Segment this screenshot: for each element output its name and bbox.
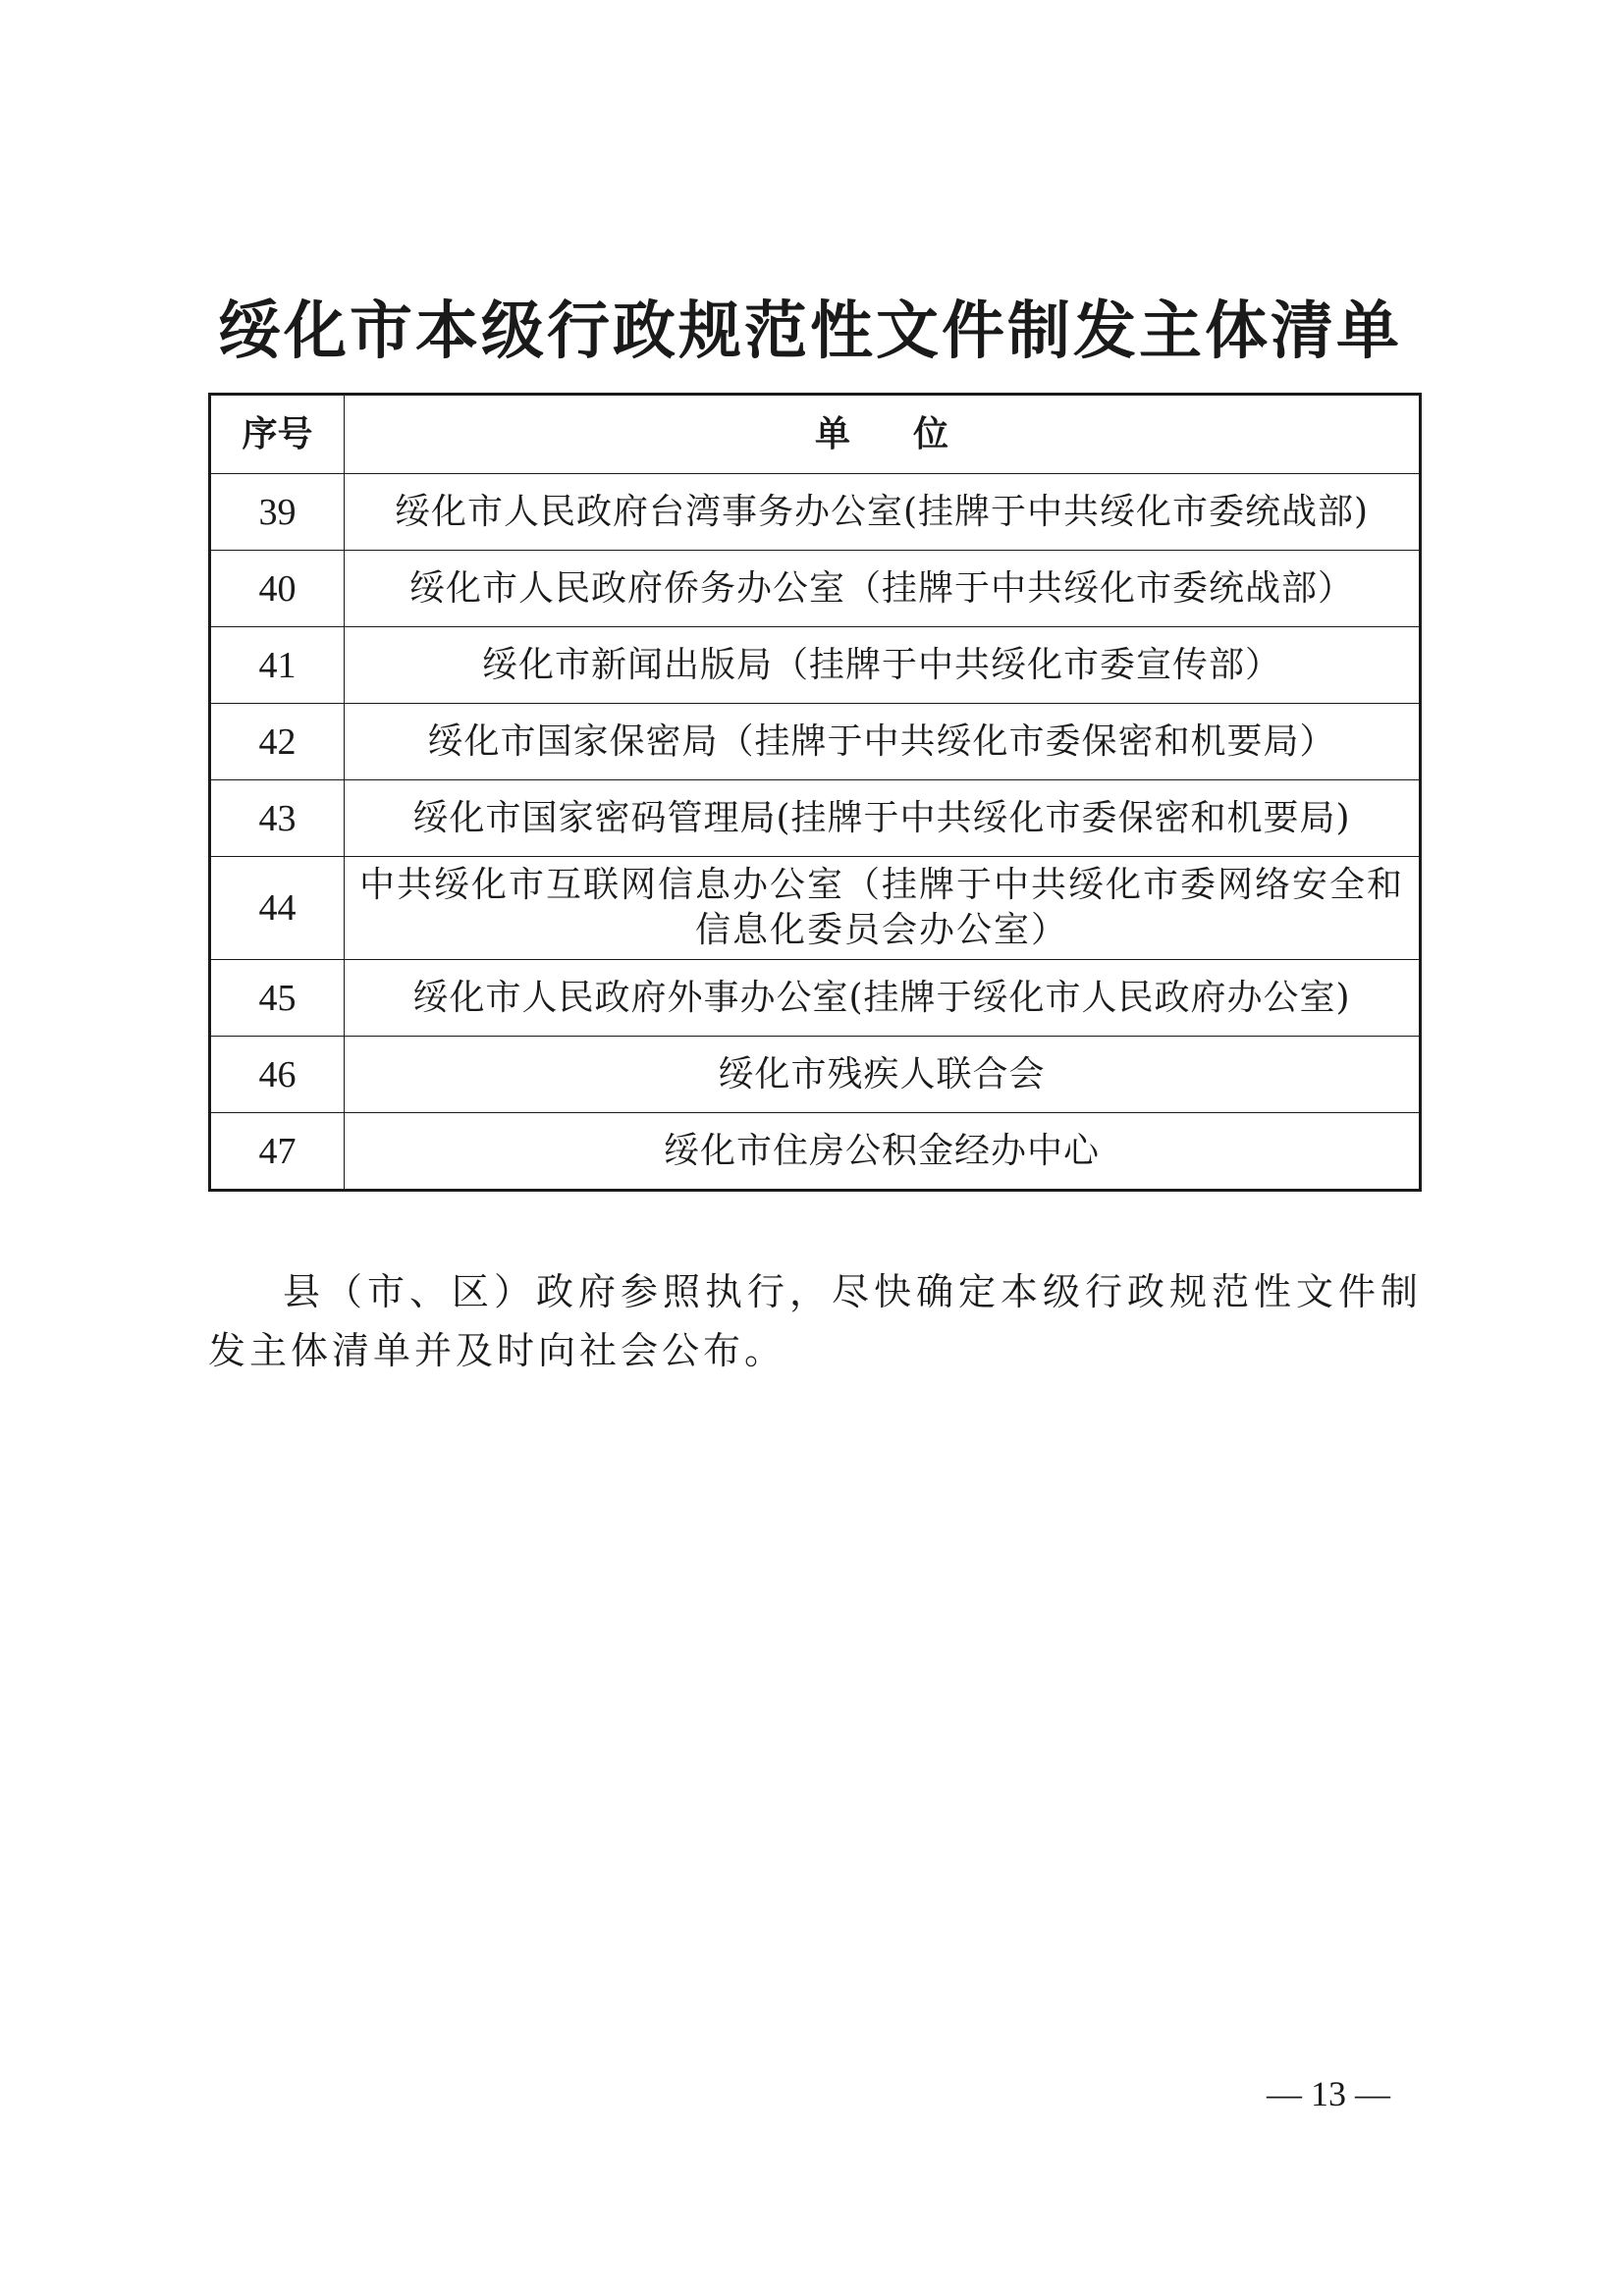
table-row <box>210 960 1421 1037</box>
table-row <box>210 1037 1421 1113</box>
row-unit: 绥化市国家密码管理局(挂牌于中共绥化市委保密和机要局) <box>345 780 1421 857</box>
row-unit: 绥化市住房公积金经办中心 <box>345 1113 1421 1191</box>
row-number: 47 <box>210 1113 345 1191</box>
row-number: 43 <box>210 780 345 857</box>
row-number: 41 <box>210 627 345 704</box>
row-unit: 绥化市国家保密局（挂牌于中共绥化市委保密和机要局） <box>345 704 1421 780</box>
implementation-note: 县（市、区）政府参照执行，尽快确定本级行政规范性文件制发主体清单并及时向社会公布。 <box>208 1270 1422 1372</box>
table-row <box>210 857 1421 960</box>
row-number: 39 <box>210 474 345 551</box>
row-number: 44 <box>210 857 345 960</box>
unit-list-table <box>208 393 1422 1192</box>
row-unit: 绥化市新闻出版局（挂牌于中共绥化市委宣传部） <box>345 627 1421 704</box>
table-header-row <box>210 395 1421 474</box>
page-number: — 13 — <box>1267 2074 1390 2113</box>
table-row <box>210 474 1421 551</box>
table-row <box>210 627 1421 704</box>
header-unit: 单 位 <box>345 395 1421 474</box>
row-number: 40 <box>210 551 345 627</box>
table-row <box>210 704 1421 780</box>
row-unit: 绥化市残疾人联合会 <box>345 1037 1421 1113</box>
row-unit: 绥化市人民政府侨务办公室（挂牌于中共绥化市委统战部） <box>345 551 1421 627</box>
row-number: 45 <box>210 960 345 1037</box>
table-row <box>210 551 1421 627</box>
row-unit: 中共绥化市互联网信息办公室（挂牌于中共绥化市委网络安全和信息化委员会办公室） <box>345 857 1421 960</box>
table-row <box>210 1113 1421 1191</box>
row-number: 42 <box>210 704 345 780</box>
row-number: 46 <box>210 1037 345 1113</box>
table-row <box>210 780 1421 857</box>
header-serial-number: 序号 <box>210 395 345 474</box>
row-unit: 绥化市人民政府外事办公室(挂牌于绥化市人民政府办公室) <box>345 960 1421 1037</box>
page-title: 绥化市本级行政规范性文件制发主体清单 <box>218 294 1402 368</box>
row-unit: 绥化市人民政府台湾事务办公室(挂牌于中共绥化市委统战部) <box>345 474 1421 551</box>
